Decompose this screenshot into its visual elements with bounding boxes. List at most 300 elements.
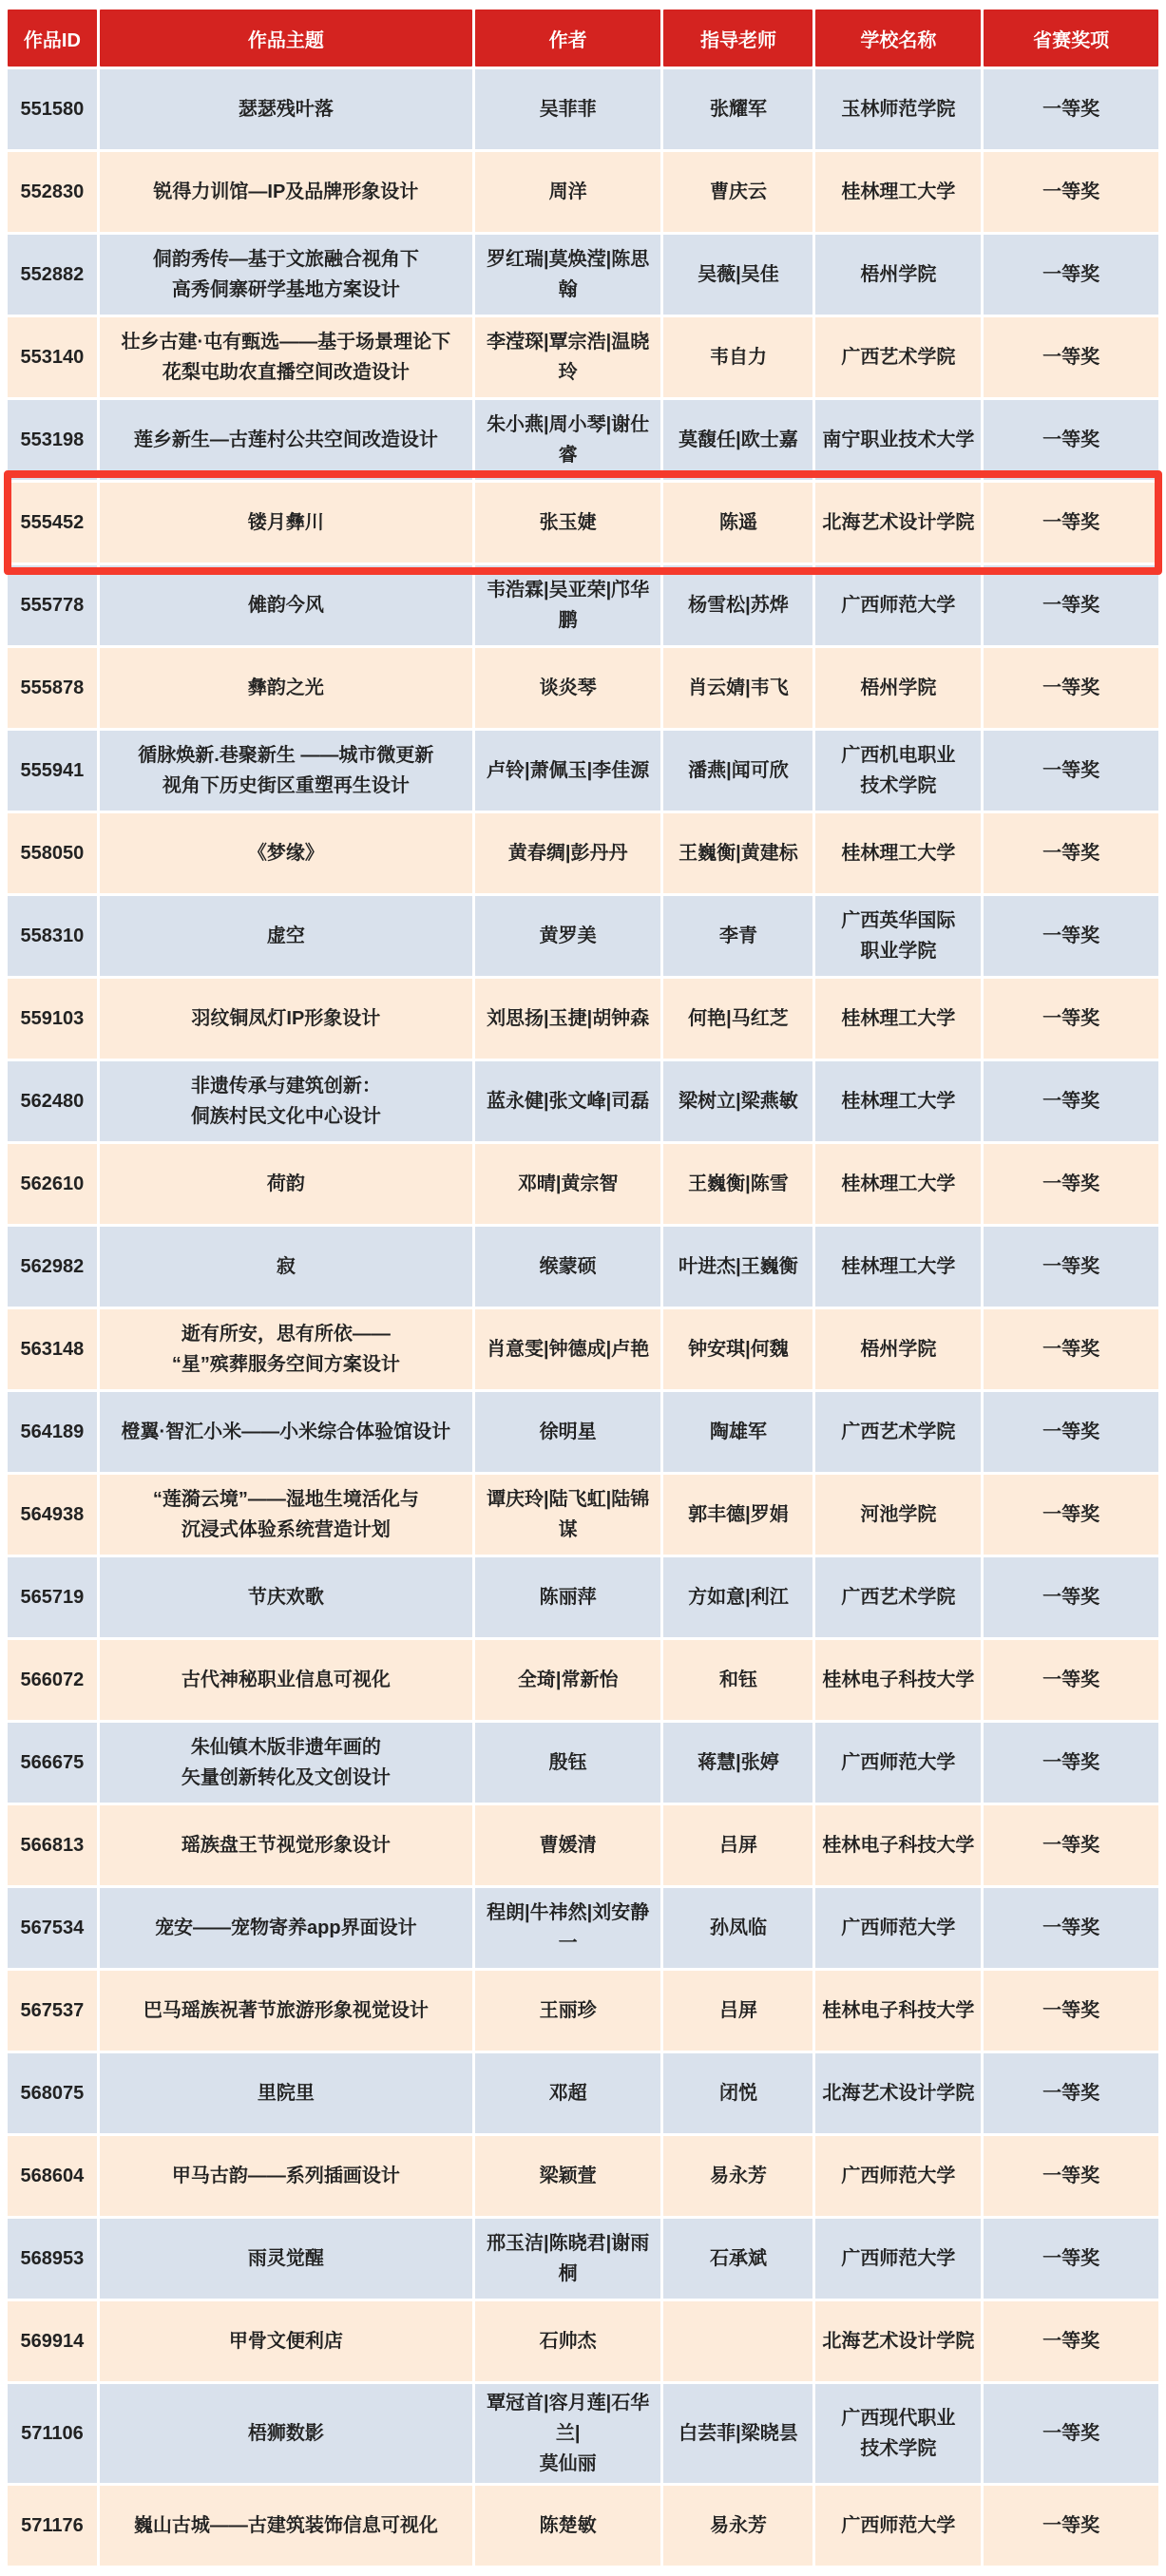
table-row	[8, 896, 1158, 976]
cell-school	[815, 1805, 981, 1885]
text-line: 韦自力	[709, 347, 767, 368]
text-line: 杨雪松|苏烨	[688, 595, 789, 616]
text-line: 巴马瑶族祝著节旅游形象视觉设计	[143, 2000, 429, 2021]
text-line: 一等奖	[1042, 1835, 1100, 1856]
cell-work-id	[8, 813, 97, 893]
table-row	[8, 731, 1158, 811]
cell-work-id	[8, 2136, 97, 2216]
text-line: 一等奖	[1042, 99, 1100, 120]
cell-work-id	[8, 1309, 97, 1389]
cell-authors	[475, 1888, 661, 1968]
text-line: 朱小燕|周小琴|谢仕睿	[487, 414, 650, 466]
cell-topic	[100, 731, 472, 811]
cell-authors	[475, 317, 661, 397]
cell-work-id	[8, 1723, 97, 1803]
text-line: 桂林理工大学	[841, 1091, 956, 1112]
text-line: 一等奖	[1042, 677, 1100, 698]
cell-school	[815, 2219, 981, 2299]
table-row	[8, 2384, 1158, 2483]
cell-topic	[100, 317, 472, 397]
text-line: “星”殡葬服务空间方案设计	[171, 1354, 400, 1375]
cell-award	[984, 979, 1158, 1059]
text-line: 广西师范大学	[841, 1752, 956, 1773]
text-line: 孙凤临	[709, 1918, 767, 1938]
cell-authors	[475, 1557, 661, 1637]
text-line: 曹媛清	[539, 1835, 597, 1856]
cell-school	[815, 400, 981, 480]
text-line: 广西师范大学	[841, 595, 956, 616]
text-line: 571176	[21, 2515, 84, 2536]
table-row	[8, 1061, 1158, 1141]
text-line: 壮乡古建·屯有甄选——基于场景理论下	[121, 332, 451, 353]
table-row	[8, 1227, 1158, 1307]
cell-topic	[100, 979, 472, 1059]
column-header-advisors	[663, 10, 812, 67]
table-row	[8, 1475, 1158, 1555]
cell-authors	[475, 565, 661, 645]
cell-work-id	[8, 1475, 97, 1555]
cell-authors	[475, 2301, 661, 2381]
cell-authors	[475, 1971, 661, 2051]
cell-authors	[475, 1640, 661, 1720]
text-line: 瑶族盘王节视觉形象设计	[181, 1835, 391, 1856]
cell-work-id	[8, 565, 97, 645]
column-header-authors	[475, 10, 661, 67]
cell-work-id	[8, 2053, 97, 2133]
text-line: 巍山古城——古建筑装饰信息可视化	[133, 2515, 438, 2536]
text-line: 一等奖	[1042, 1422, 1100, 1442]
cell-work-id	[8, 1144, 97, 1224]
cell-advisors	[663, 400, 812, 480]
cell-advisors	[663, 1475, 812, 1555]
table-row	[8, 1805, 1158, 1885]
table-row	[8, 1144, 1158, 1224]
text-line: 一等奖	[1042, 2515, 1100, 2536]
cell-authors	[475, 1144, 661, 1224]
cell-topic	[100, 235, 472, 315]
cell-topic	[100, 1392, 472, 1472]
table-row	[8, 565, 1158, 645]
cell-authors	[475, 1805, 661, 1885]
table-row	[8, 1309, 1158, 1389]
cell-authors	[475, 235, 661, 315]
cell-award	[984, 1888, 1158, 1968]
cell-topic	[100, 813, 472, 893]
cell-authors	[475, 1392, 661, 1472]
cell-work-id	[8, 896, 97, 976]
text-line: 闭悦	[718, 2083, 757, 2104]
cell-advisors	[663, 2136, 812, 2216]
text-line: 里院里	[257, 2083, 315, 2104]
text-line: 曹庆云	[709, 181, 767, 202]
text-line: 李青	[718, 925, 757, 946]
text-line: 广西师范大学	[841, 1918, 956, 1938]
text-line: 567537	[20, 2000, 85, 2021]
cell-school	[815, 235, 981, 315]
text-line: 558050	[20, 843, 85, 864]
text-line: 桂林理工大学	[841, 1256, 956, 1277]
text-line: 广西现代职业	[841, 2408, 956, 2429]
cell-school	[815, 1723, 981, 1803]
text-line: 一等奖	[1042, 512, 1100, 533]
cell-advisors	[663, 1640, 812, 1720]
cell-school	[815, 1309, 981, 1389]
text-line: 梧州学院	[860, 677, 937, 698]
cell-award	[984, 731, 1158, 811]
cell-award	[984, 1144, 1158, 1224]
cell-advisors	[663, 2301, 812, 2381]
cell-work-id	[8, 1971, 97, 2051]
cell-topic	[100, 896, 472, 976]
cell-school	[815, 1888, 981, 1968]
text-line: 叶进杰|王巍衡	[679, 1256, 798, 1277]
cell-school	[815, 2136, 981, 2216]
text-line: 562480	[20, 1091, 85, 1112]
text-line: 寂	[276, 1256, 296, 1277]
text-line: 广西艺术学院	[841, 1587, 956, 1608]
cell-award	[984, 565, 1158, 645]
text-line: 傩韵今风	[247, 595, 324, 616]
cell-topic	[100, 2486, 472, 2566]
text-line: 甲骨文便利店	[228, 2331, 343, 2352]
cell-topic	[100, 69, 472, 149]
cell-award	[984, 2053, 1158, 2133]
cell-advisors	[663, 1144, 812, 1224]
cell-school	[815, 1392, 981, 1472]
text-line: 568604	[20, 2166, 85, 2186]
text-line: 一等奖	[1042, 1587, 1100, 1608]
text-line: 瑟瑟残叶落	[238, 99, 334, 120]
cell-work-id	[8, 69, 97, 149]
text-line: 石帅杰	[539, 2331, 597, 2352]
text-line: 一等奖	[1042, 1752, 1100, 1773]
text-line: 和钰	[718, 1670, 757, 1690]
text-line: 南宁职业技术大学	[822, 429, 975, 450]
cell-school	[815, 483, 981, 563]
text-line: 555878	[20, 677, 85, 698]
text-line: 张玉婕	[539, 512, 597, 533]
text-line: 缑蒙硕	[539, 1256, 597, 1277]
cell-work-id	[8, 1640, 97, 1720]
text-line: 一等奖	[1042, 264, 1100, 285]
text-line: 邓晴|黄宗智	[517, 1174, 619, 1194]
cell-topic	[100, 1061, 472, 1141]
text-line: 侗族村民文化中心设计	[190, 1106, 381, 1127]
cell-advisors	[663, 1227, 812, 1307]
text-line: 555778	[20, 595, 85, 616]
text-line: 徐明星	[539, 1422, 597, 1442]
column-header-school	[815, 10, 981, 67]
text-line: 559103	[20, 1008, 85, 1029]
text-line: 梧狮数影	[247, 2423, 324, 2444]
cell-work-id	[8, 1888, 97, 1968]
cell-advisors	[663, 1805, 812, 1885]
cell-authors	[475, 2053, 661, 2133]
cell-award	[984, 400, 1158, 480]
cell-advisors	[663, 731, 812, 811]
cell-award	[984, 235, 1158, 315]
text-line: 一等奖	[1042, 1918, 1100, 1938]
cell-work-id	[8, 2219, 97, 2299]
cell-topic	[100, 565, 472, 645]
table-row	[8, 2301, 1158, 2381]
text-line: 河池学院	[860, 1504, 937, 1525]
text-line: 广西师范大学	[841, 2166, 956, 2186]
cell-topic	[100, 2053, 472, 2133]
text-line: 黄春绸|彭丹丹	[507, 843, 628, 864]
text-line: 节庆欢歌	[247, 1587, 324, 1608]
cell-advisors	[663, 317, 812, 397]
text-line: 技术学院	[860, 775, 937, 796]
text-line: 方如意|利江	[688, 1587, 789, 1608]
text-line: 刘思扬|玉捷|胡钟森	[487, 1008, 650, 1029]
cell-award	[984, 1392, 1158, 1472]
cell-advisors	[663, 2486, 812, 2566]
cell-advisors	[663, 69, 812, 149]
text-line: 一等奖	[1042, 1339, 1100, 1360]
text-line: 雨灵觉醒	[247, 2248, 324, 2269]
text-line: 一等奖	[1042, 595, 1100, 616]
text-line: 朱仙镇木版非遗年画的	[190, 1737, 381, 1758]
cell-authors	[475, 1475, 661, 1555]
text-line: 梧州学院	[860, 1339, 937, 1360]
text-line: 一等奖	[1042, 2000, 1100, 2021]
cell-advisors	[663, 2053, 812, 2133]
cell-award	[984, 2384, 1158, 2483]
text-line: 571106	[21, 2423, 84, 2444]
cell-advisors	[663, 648, 812, 728]
cell-award	[984, 2486, 1158, 2566]
text-line: 北海艺术设计学院	[822, 512, 975, 533]
column-header-topic	[100, 10, 472, 67]
text-line: 一等奖	[1042, 2331, 1100, 2352]
cell-topic	[100, 1309, 472, 1389]
cell-authors	[475, 1309, 661, 1389]
cell-authors	[475, 1227, 661, 1307]
cell-award	[984, 483, 1158, 563]
cell-school	[815, 896, 981, 976]
text-line: 一等奖	[1042, 1008, 1100, 1029]
text-line: 北海艺术设计学院	[822, 2331, 975, 2352]
text-line: 荷韵	[266, 1174, 305, 1194]
text-line: 553140	[20, 347, 85, 368]
text-line: 一等奖	[1042, 1670, 1100, 1690]
cell-topic	[100, 1723, 472, 1803]
column-header-label: 作品主题	[247, 29, 324, 51]
cell-work-id	[8, 235, 97, 315]
text-line: 吴薇|吴佳	[698, 264, 779, 285]
text-line: 一等奖	[1042, 347, 1100, 368]
cell-school	[815, 648, 981, 728]
text-line: 易永芳	[709, 2166, 767, 2186]
text-line: 广西艺术学院	[841, 1422, 956, 1442]
cell-school	[815, 2053, 981, 2133]
cell-work-id	[8, 317, 97, 397]
cell-school	[815, 1971, 981, 2051]
cell-topic	[100, 1640, 472, 1720]
text-line: 视角下历史街区重塑再生设计	[162, 775, 410, 796]
cell-school	[815, 69, 981, 149]
text-line: 莫馥任|欧士嘉	[679, 429, 798, 450]
text-line: 一等奖	[1042, 181, 1100, 202]
text-line: 白芸菲|梁晓昙	[679, 2423, 798, 2444]
text-line: 程朗|牛祎然|刘安静一	[487, 1902, 650, 1954]
cell-award	[984, 317, 1158, 397]
cell-school	[815, 2301, 981, 2381]
text-line: 568953	[20, 2248, 85, 2269]
text-line: 552882	[20, 264, 85, 285]
cell-work-id	[8, 648, 97, 728]
cell-award	[984, 2219, 1158, 2299]
table-row	[8, 648, 1158, 728]
cell-work-id	[8, 2486, 97, 2566]
cell-award	[984, 2136, 1158, 2216]
text-line: 张耀军	[709, 99, 767, 120]
cell-advisors	[663, 979, 812, 1059]
cell-school	[815, 979, 981, 1059]
text-line: 564189	[20, 1422, 85, 1442]
cell-school	[815, 813, 981, 893]
text-line: 玉林师范学院	[841, 99, 956, 120]
text-line: 何艳|马红芝	[688, 1008, 789, 1029]
text-line: 桂林理工大学	[841, 181, 956, 202]
text-line: 桂林电子科技大学	[822, 2000, 975, 2021]
text-line: 潘燕|闻可欣	[688, 760, 789, 781]
table-row	[8, 400, 1158, 480]
cell-advisors	[663, 1392, 812, 1472]
text-line: 邢玉洁|陈晓君|谢雨桐	[487, 2233, 650, 2284]
text-line: 562610	[20, 1174, 85, 1194]
table-body	[8, 69, 1158, 2566]
cell-advisors	[663, 896, 812, 976]
table-row	[8, 483, 1158, 563]
cell-work-id	[8, 1227, 97, 1307]
cell-award	[984, 1061, 1158, 1141]
cell-topic	[100, 1557, 472, 1637]
table-row	[8, 1888, 1158, 1968]
text-line: 陈丽萍	[539, 1587, 597, 1608]
text-line: 桂林电子科技大学	[822, 1835, 975, 1856]
text-line: 王丽珍	[539, 2000, 597, 2021]
cell-award	[984, 1971, 1158, 2051]
cell-award	[984, 1227, 1158, 1307]
cell-work-id	[8, 1805, 97, 1885]
text-line: 高秀侗寨研学基地方案设计	[171, 279, 400, 300]
cell-topic	[100, 1805, 472, 1885]
cell-advisors	[663, 565, 812, 645]
cell-authors	[475, 813, 661, 893]
text-line: 卢铃|萧佩玉|李佳源	[487, 760, 650, 781]
table-row	[8, 2136, 1158, 2216]
text-line: 563148	[20, 1339, 85, 1360]
cell-topic	[100, 1475, 472, 1555]
text-line: 吕屏	[718, 2000, 757, 2021]
cell-topic	[100, 2219, 472, 2299]
cell-award	[984, 1475, 1158, 1555]
text-line: 莲乡新生—古莲村公共空间改造设计	[133, 429, 438, 450]
cell-award	[984, 813, 1158, 893]
column-header-award	[984, 10, 1158, 67]
text-line: 564938	[20, 1504, 85, 1525]
cell-school	[815, 2384, 981, 2483]
text-line: 566813	[20, 1835, 85, 1856]
text-line: 555452	[20, 512, 85, 533]
text-line: 《梦缘》	[247, 843, 324, 864]
cell-topic	[100, 1227, 472, 1307]
text-line: 陈遥	[718, 512, 757, 533]
text-line: 梁树立|梁燕敏	[679, 1091, 798, 1112]
cell-school	[815, 1061, 981, 1141]
text-line: 蓝永健|张文峰|司磊	[487, 1091, 650, 1112]
cell-award	[984, 1640, 1158, 1720]
text-line: 蒋慧|张婷	[698, 1752, 779, 1773]
text-line: 一等奖	[1042, 1174, 1100, 1194]
cell-authors	[475, 2384, 661, 2483]
table-row	[8, 1640, 1158, 1720]
text-line: 邓超	[548, 2083, 587, 2104]
text-line: 逝有所安，思有所依——	[181, 1324, 391, 1345]
text-line: 易永芳	[709, 2515, 767, 2536]
table-row	[8, 1557, 1158, 1637]
cell-authors	[475, 731, 661, 811]
text-line: 罗红瑞|莫焕滢|陈思翰	[487, 249, 650, 300]
table-row	[8, 235, 1158, 315]
table-row	[8, 69, 1158, 149]
text-line: 郭丰德|罗娟	[688, 1504, 789, 1525]
cell-topic	[100, 2301, 472, 2381]
column-header-label: 作品ID	[23, 29, 81, 51]
cell-award	[984, 1309, 1158, 1389]
cell-work-id	[8, 1392, 97, 1472]
text-line: 韦浩霖|吴亚荣|邝华鹏	[487, 580, 650, 631]
cell-authors	[475, 2486, 661, 2566]
cell-advisors	[663, 813, 812, 893]
table-row	[8, 979, 1158, 1059]
text-line: 王巍衡|陈雪	[688, 1174, 789, 1194]
text-line: 566675	[20, 1752, 85, 1773]
text-line: 全琦|常新怡	[517, 1670, 619, 1690]
text-line: 古代神秘职业信息可视化	[181, 1670, 391, 1690]
text-line: 551580	[20, 99, 85, 120]
cell-award	[984, 1805, 1158, 1885]
column-header-label: 学校名称	[860, 29, 937, 51]
cell-work-id	[8, 731, 97, 811]
cell-award	[984, 1723, 1158, 1803]
cell-authors	[475, 2219, 661, 2299]
cell-school	[815, 2486, 981, 2566]
cell-work-id	[8, 2384, 97, 2483]
text-line: 莫仙丽	[539, 2453, 597, 2474]
text-line: 一等奖	[1042, 1504, 1100, 1525]
cell-advisors	[663, 1888, 812, 1968]
cell-advisors	[663, 483, 812, 563]
text-line: 565719	[20, 1587, 85, 1608]
column-header-label: 省赛奖项	[1033, 29, 1110, 51]
cell-topic	[100, 2384, 472, 2483]
table-row	[8, 1723, 1158, 1803]
text-line: 吕屏	[718, 1835, 757, 1856]
text-line: 殷钰	[548, 1752, 587, 1773]
cell-award	[984, 1557, 1158, 1637]
text-line: 555941	[20, 760, 85, 781]
text-line: 一等奖	[1042, 1256, 1100, 1277]
text-line: 一等奖	[1042, 2083, 1100, 2104]
cell-school	[815, 1475, 981, 1555]
table-row	[8, 1971, 1158, 2051]
text-line: 广西机电职业	[841, 745, 956, 766]
text-line: 北海艺术设计学院	[822, 2083, 975, 2104]
text-line: 钟安琪|何魏	[688, 1339, 789, 1360]
